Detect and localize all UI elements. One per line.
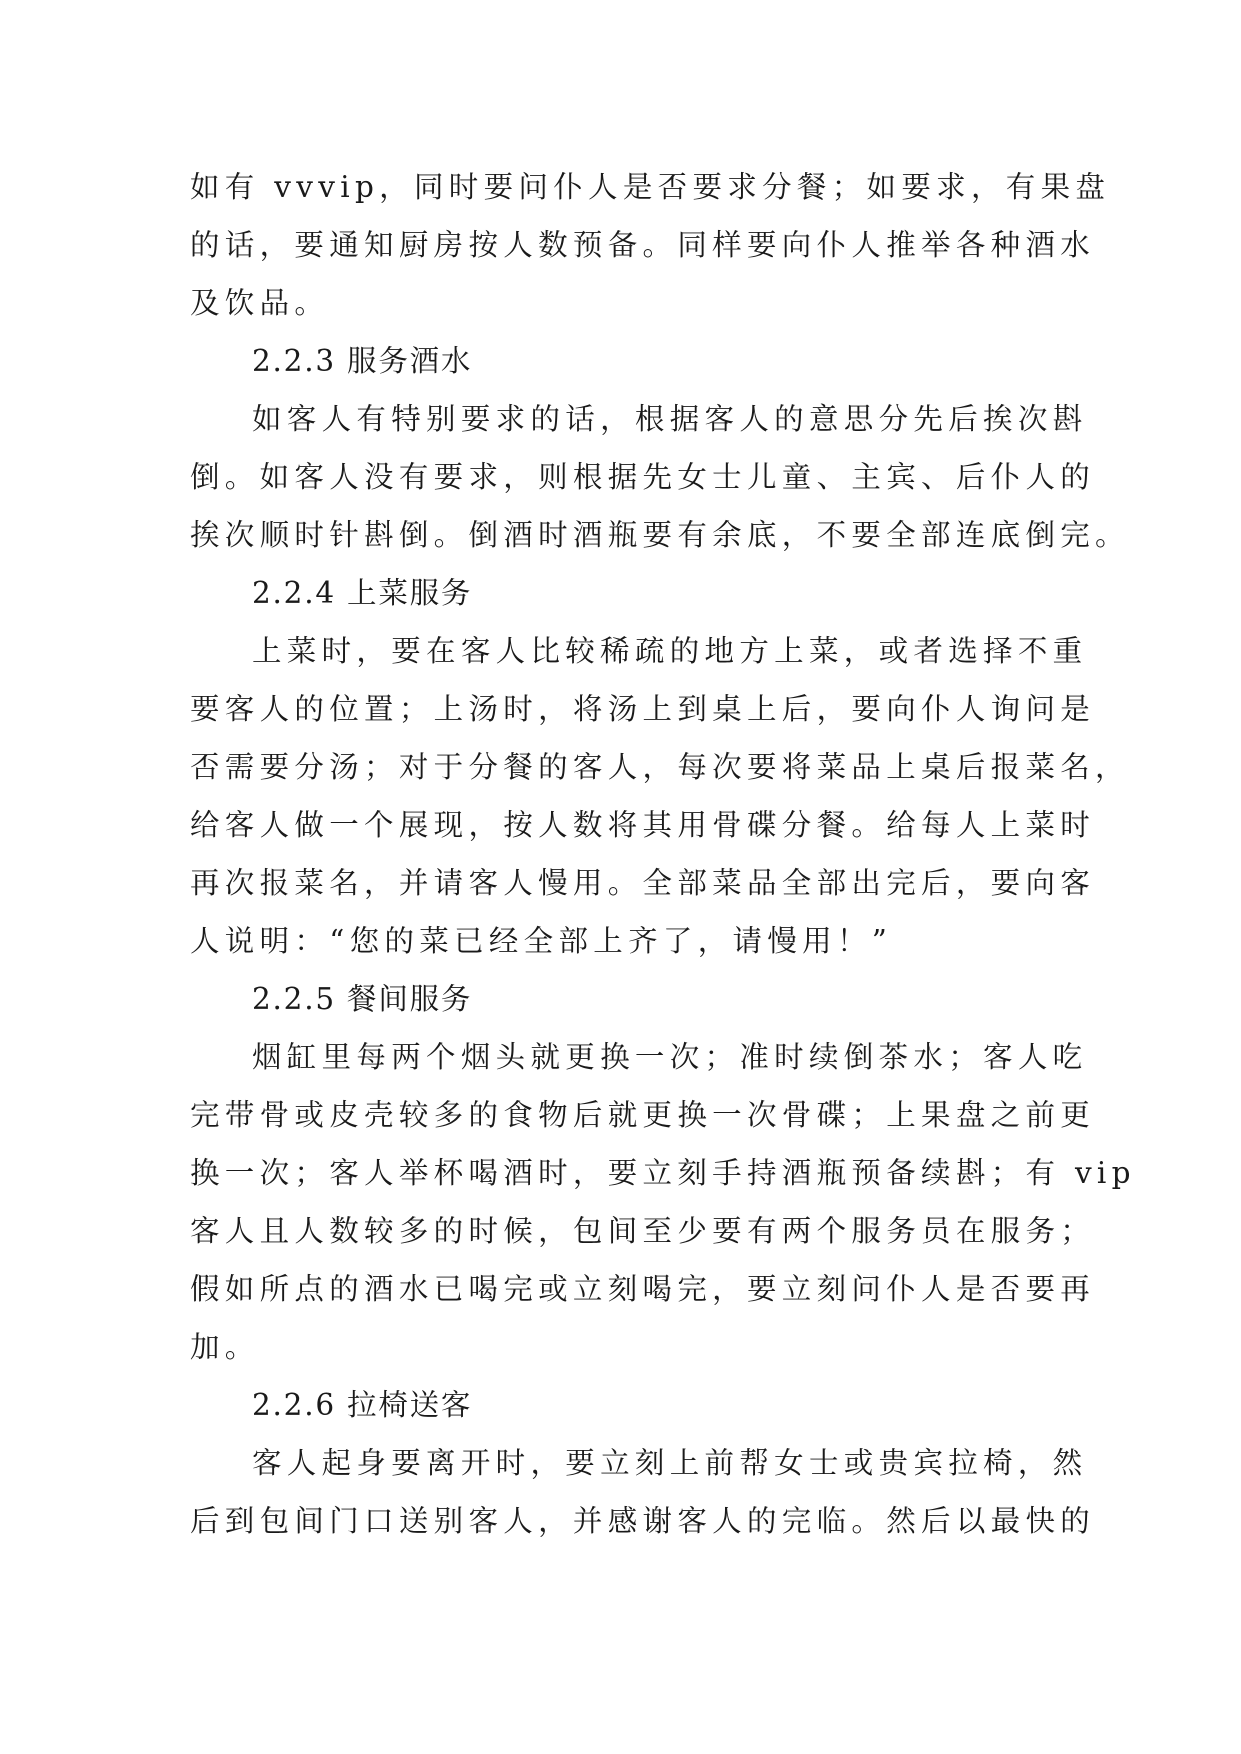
- paragraph-line: 人说明：“您的菜已经全部上齐了，请慢用！”: [190, 924, 893, 958]
- paragraph-line: 后到包间门口送别客人，并感谢客人的完临。然后以最快的: [190, 1504, 1096, 1538]
- paragraph-line: 否需要分汤；对于分餐的客人，每次要将菜品上桌后报菜名，: [190, 750, 1130, 784]
- section-heading: 2.2.3 服务酒水: [252, 344, 473, 378]
- paragraph-line: 倒。如客人没有要求，则根据先女士儿童、主宾、后仆人的: [190, 460, 1096, 494]
- paragraph-line: 客人且人数较多的时候，包间至少要有两个服务员在服务；: [190, 1214, 1096, 1248]
- paragraph-line: 上菜时，要在客人比较稀疏的地方上菜，或者选择不重: [252, 634, 1088, 668]
- paragraph-line: 完带骨或皮壳较多的食物后就更换一次骨碟；上果盘之前更: [190, 1098, 1096, 1132]
- paragraph-line: 挨次顺时针斟倒。倒酒时酒瓶要有余底，不要全部连底倒完。: [190, 518, 1130, 552]
- paragraph-line: 换一次；客人举杯喝酒时，要立刻手持酒瓶预备续斟；有 vip: [190, 1156, 1136, 1190]
- document-body: [190, 158, 1136, 1550]
- paragraph-line: 烟缸里每两个烟头就更换一次；准时续倒茶水；客人吃: [252, 1040, 1088, 1074]
- paragraph-line: 要客人的位置；上汤时，将汤上到桌上后，要向仆人询问是: [190, 692, 1096, 726]
- section-heading: 2.2.6 拉椅送客: [252, 1388, 473, 1422]
- paragraph-line: 再次报菜名，并请客人慢用。全部菜品全部出完后，要向客: [190, 866, 1096, 900]
- section-heading: 2.2.5 餐间服务: [252, 982, 473, 1016]
- section-heading: 2.2.4 上菜服务: [252, 576, 473, 610]
- paragraph-line: 假如所点的酒水已喝完或立刻喝完，要立刻问仆人是否要再: [190, 1272, 1096, 1306]
- paragraph-line: 客人起身要离开时，要立刻上前帮女士或贵宾拉椅，然: [252, 1446, 1088, 1480]
- paragraph-line: 及饮品。: [190, 286, 330, 320]
- paragraph-line: 的话，要通知厨房按人数预备。同样要向仆人推举各种酒水: [190, 228, 1096, 262]
- paragraph-line: 给客人做一个展现，按人数将其用骨碟分餐。给每人上菜时: [190, 808, 1096, 842]
- document-page: [190, 158, 1136, 1550]
- paragraph-line: 如客人有特别要求的话，根据客人的意思分先后挨次斟: [252, 402, 1088, 436]
- paragraph-line: 如有 vvvip，同时要问仆人是否要求分餐；如要求，有果盘: [190, 170, 1111, 204]
- paragraph-line: 加。: [190, 1330, 260, 1364]
